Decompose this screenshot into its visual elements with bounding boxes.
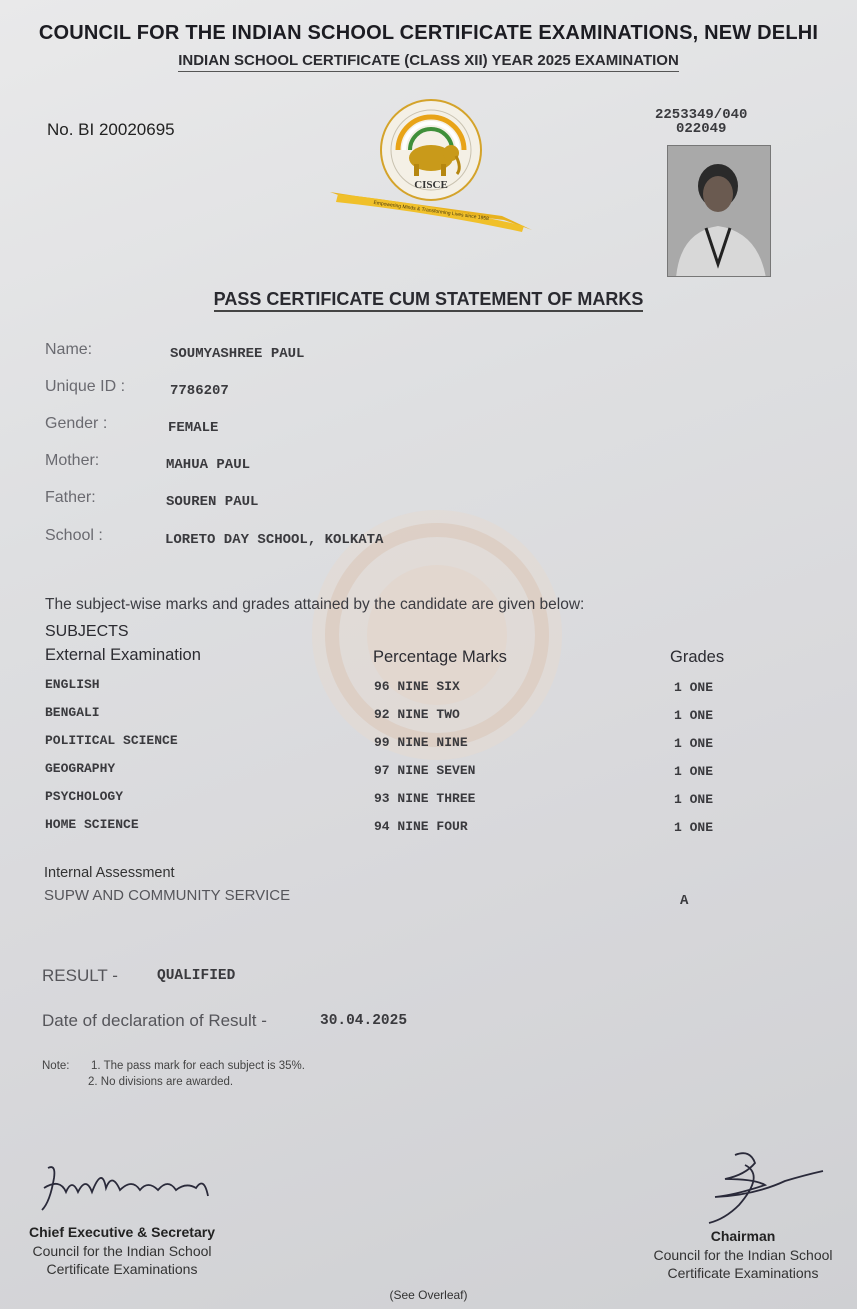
subject-marks: 92 NINE TWO (374, 707, 460, 722)
subject-marks: 99 NINE NINE (374, 735, 468, 750)
mother-value: MAHUA PAUL (166, 457, 251, 473)
marks-intro: The subject-wise marks and grades attained by the candidate are given below: (45, 596, 585, 613)
certificate-number: No. BI 20020695 (47, 120, 175, 139)
exam-title: INDIAN SCHOOL CERTIFICATE (CLASS XII) YEAR 2025 EXAMINATION (0, 52, 857, 69)
gender-value: FEMALE (168, 420, 219, 436)
grades-header: Grades (670, 648, 725, 666)
subject-marks: 96 NINE SIX (374, 679, 460, 694)
subject-marks: 97 NINE SEVEN (374, 763, 476, 778)
result-value: QUALIFIED (157, 968, 236, 984)
declaration-date: 30.04.2025 (320, 1013, 408, 1029)
name-value: SOUMYASHREE PAUL (170, 346, 305, 362)
note-prefix: Note: (42, 1060, 70, 1072)
left-signatory: Chief Executive & Secretary Council for the Indian School Certificate Examinations (29, 1224, 215, 1277)
internal-assessment-title: Internal Assessment (44, 865, 175, 881)
see-overleaf: (See Overleaf) (389, 1288, 468, 1302)
name-label: Name: (45, 341, 93, 358)
father-value: SOUREN PAUL (166, 494, 259, 510)
note-item: 1. The pass mark for each subject is 35%. (91, 1060, 305, 1072)
cisce-logo (326, 98, 536, 238)
subject-name: POLITICAL SCIENCE (45, 733, 178, 748)
certificate-heading: PASS CERTIFICATE CUM STATEMENT OF MARKS (0, 289, 857, 310)
note-item: 2. No divisions are awarded. (88, 1076, 234, 1088)
council-title: COUNCIL FOR THE INDIAN SCHOOL CERTIFICATE EXAMINATIONS, NEW DELHI (38, 22, 819, 44)
logo-motto: Empowering Minds & Transforming Lives since 1958 (373, 199, 490, 223)
unique-id-value: 7786207 (170, 383, 229, 399)
subject-name: BENGALI (45, 705, 100, 720)
subject-name: HOME SCIENCE (45, 817, 139, 832)
declaration-label: Date of declaration of Result - (42, 1011, 267, 1030)
subject-grade: 1 ONE (674, 680, 714, 695)
subject-marks: 94 NINE FOUR (374, 819, 468, 834)
subject-grade: 1 ONE (674, 708, 714, 723)
internal-assessment-grade: A (680, 893, 689, 909)
school-label: School : (45, 527, 103, 544)
subject-name: PSYCHOLOGY (45, 789, 124, 804)
subject-marks: 93 NINE THREE (374, 791, 476, 806)
candidate-photo (667, 145, 771, 277)
subject-grade: 1 ONE (674, 820, 714, 835)
school-value: LORETO DAY SCHOOL, KOLKATA (165, 532, 384, 548)
right-signature (695, 1145, 825, 1230)
father-label: Father: (45, 489, 96, 506)
reference-number: 2253349/040 022049 (655, 107, 748, 137)
gender-label: Gender : (45, 415, 108, 432)
unique-id-label: Unique ID : (45, 378, 126, 395)
internal-assessment-subject: SUPW AND COMMUNITY SERVICE (44, 887, 291, 904)
result-label: RESULT - (42, 966, 118, 985)
subject-name: ENGLISH (45, 677, 100, 692)
logo-text: CISCE (414, 179, 448, 191)
right-signatory: Chairman Council for the Indian School Certificate Examinations (653, 1228, 833, 1281)
subjects-heading: SUBJECTS (45, 623, 129, 640)
percentage-marks-header: Percentage Marks (373, 648, 507, 666)
external-exam-header: External Examination (45, 646, 201, 664)
person-photo-icon (668, 146, 771, 277)
left-signature (36, 1158, 216, 1218)
subject-grade: 1 ONE (674, 736, 714, 751)
subject-name: GEOGRAPHY (45, 761, 116, 776)
subject-grade: 1 ONE (674, 764, 714, 779)
subject-grade: 1 ONE (674, 792, 714, 807)
mother-label: Mother: (45, 452, 100, 469)
